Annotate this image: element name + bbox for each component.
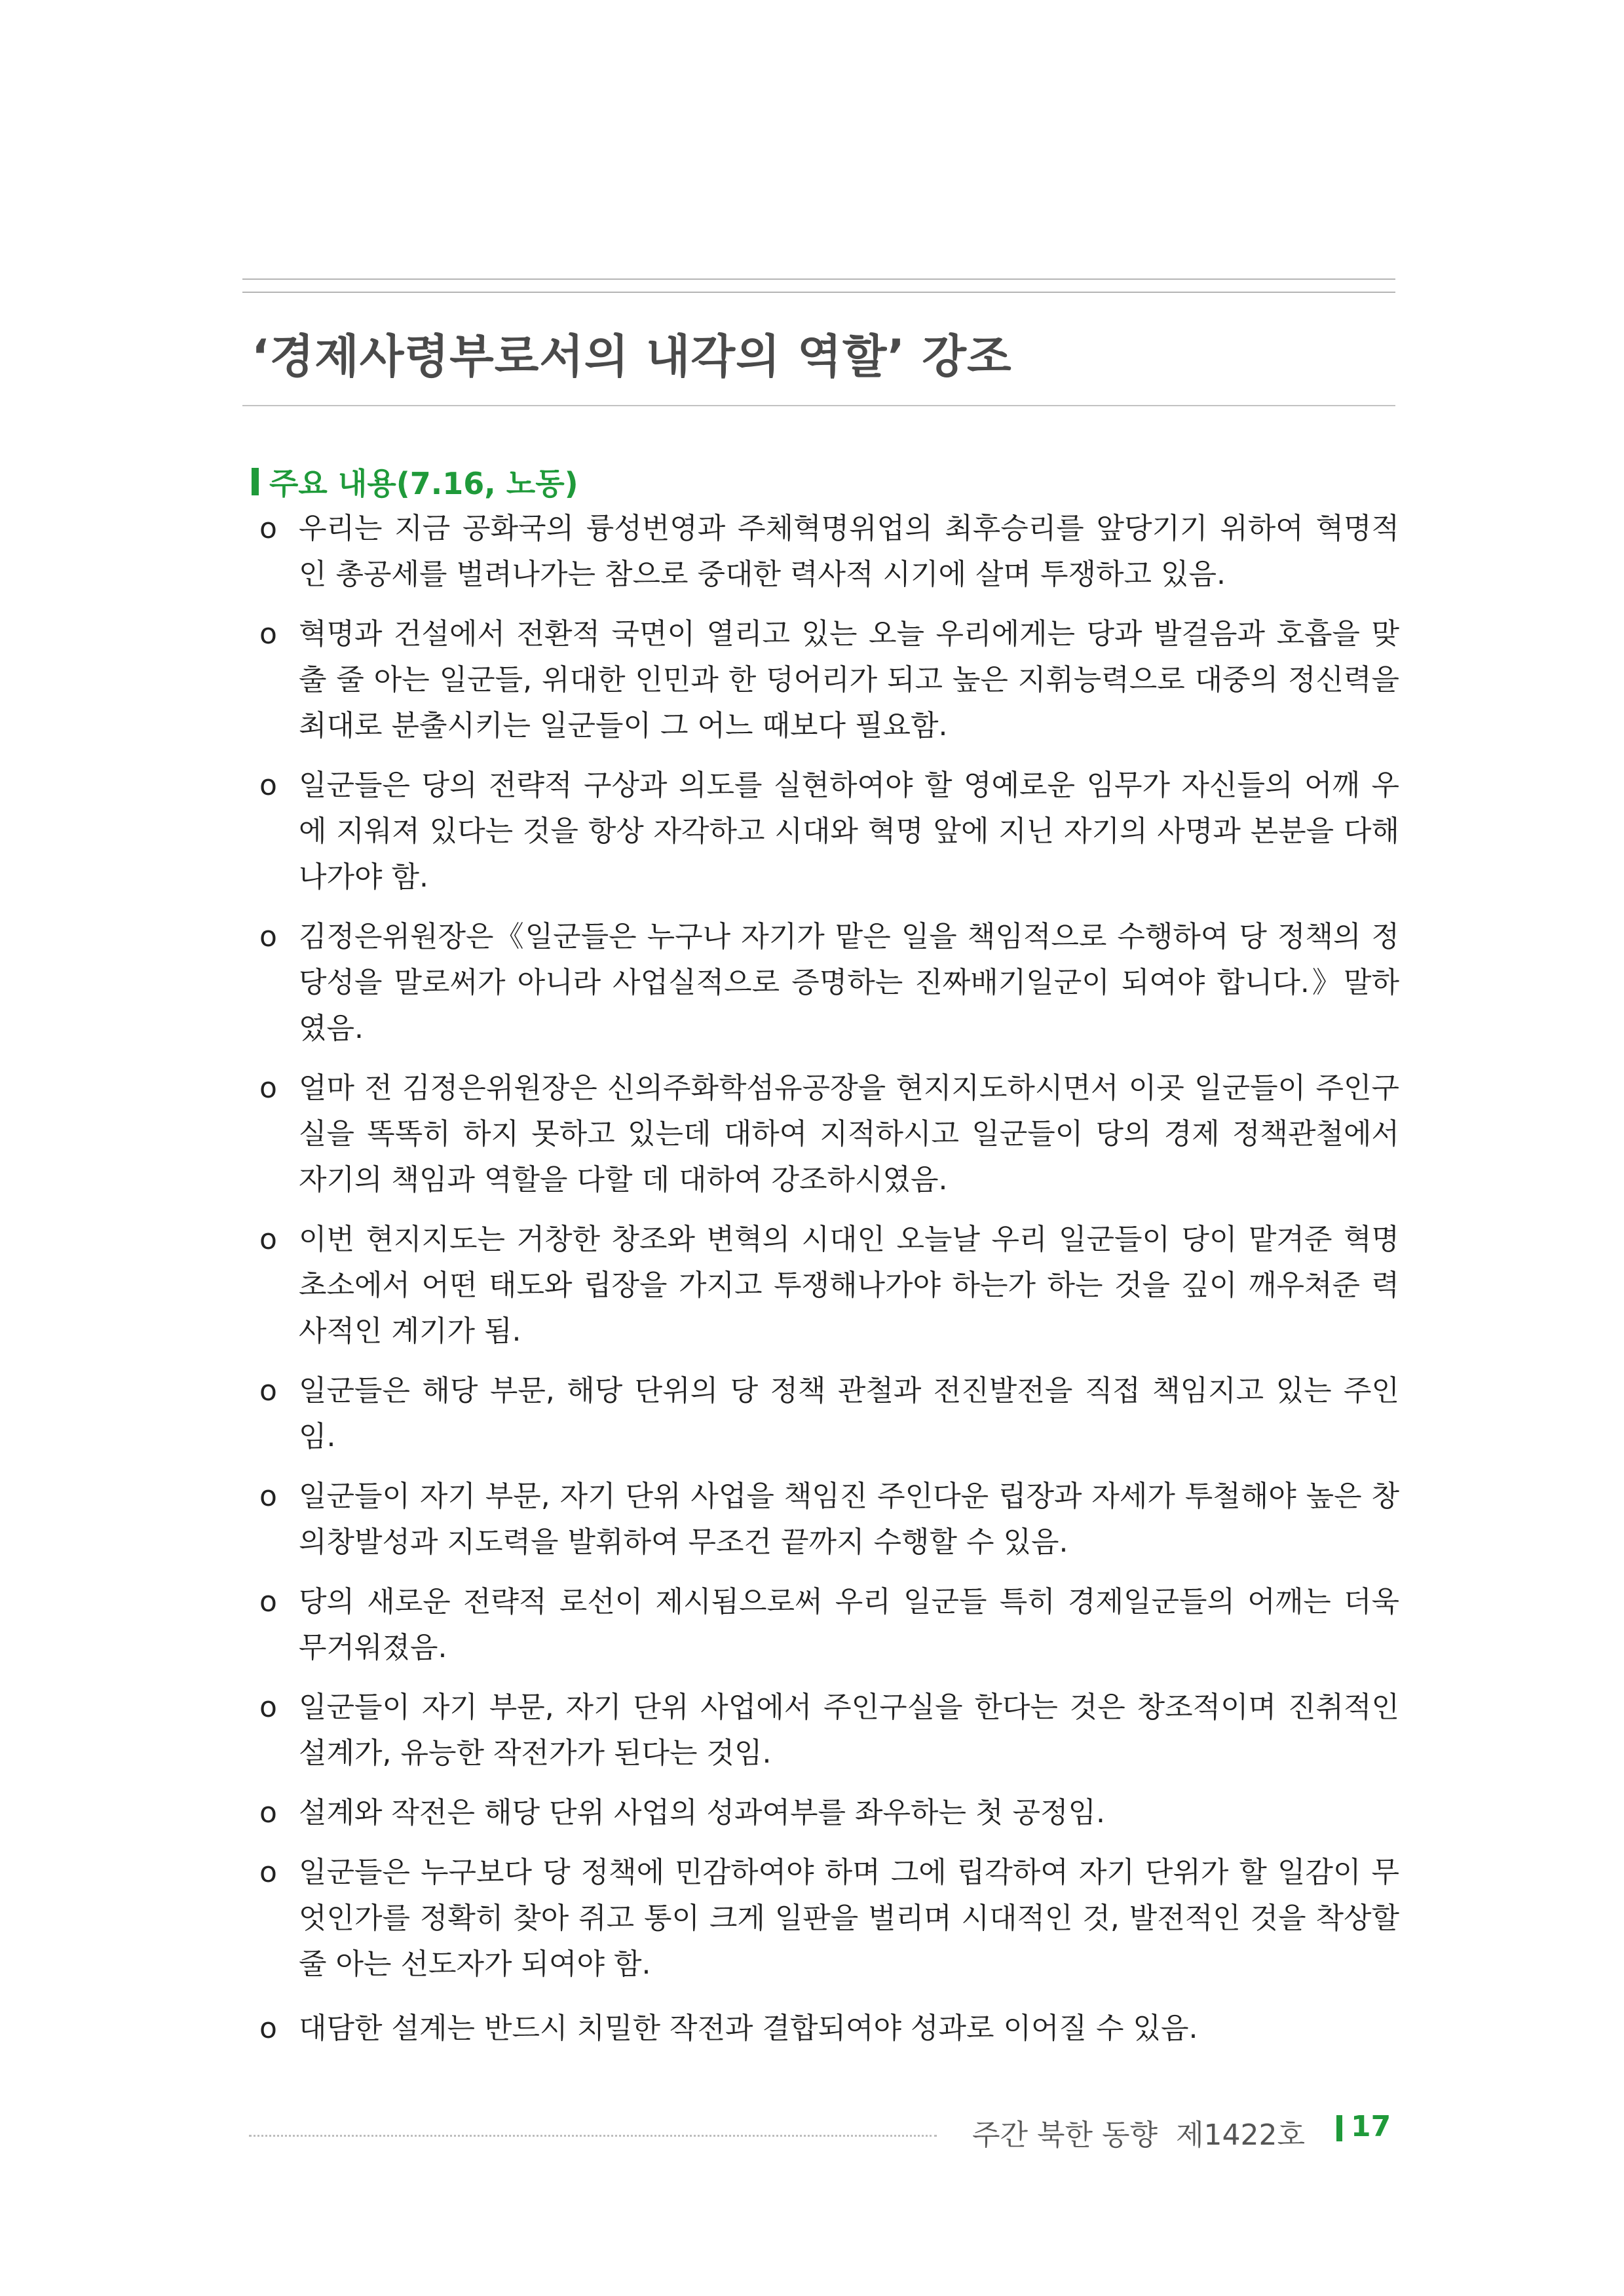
list-item-text: 당의 새로운 전략적 로선이 제시됨으로써 우리 일군들 특히 경제일군들의 어깨는 더욱 무거워졌음. xyxy=(299,1585,1399,1664)
bullet-marker: o xyxy=(259,1691,277,1724)
bullet-marker: o xyxy=(259,1480,277,1513)
list-item-text: 얼마 전 김정은위원장은 신의주화학섬유공장을 현지지도하시면서 이곳 일군들이 주인구실을 똑똑히 하지 못하고 있는데 대하여 지적하시고 일군들이 당의 경제 정책관철에서 자기의 책임과 역할을 다할 데 대하여 강조하시였음. xyxy=(299,1071,1399,1196)
list-item xyxy=(259,914,1399,1052)
bullet-marker: o xyxy=(259,1796,277,1829)
bullet-marker: o xyxy=(259,512,277,545)
list-item xyxy=(259,1474,1399,1565)
list-item xyxy=(259,1065,1399,1203)
list-item xyxy=(259,506,1399,598)
bullet-marker: o xyxy=(259,1585,277,1618)
list-item-text: 설계와 작전은 해당 단위 사업의 성과여부를 좌우하는 첫 공정임. xyxy=(299,1796,1105,1829)
list-item-text: 김정은위원장은《일군들은 누구나 자기가 맡은 일을 책임적으로 수행하여 당 정책의 정당성을 말로써가 아니라 사업실적으로 증명하는 진짜배기일군이 되여야 합니다.》말하였음. xyxy=(299,920,1399,1045)
bullet-marker: o xyxy=(259,1071,277,1105)
list-item xyxy=(259,1579,1399,1671)
list-item xyxy=(259,763,1399,900)
footer-dotted-rule xyxy=(249,2135,937,2137)
bullet-marker: o xyxy=(259,1856,277,1889)
bullet-marker: o xyxy=(259,2012,277,2045)
list-item xyxy=(259,1850,1399,1987)
bullet-marker: o xyxy=(259,617,277,651)
list-item-text: 일군들은 해당 부문, 해당 단위의 당 정책 관철과 전진발전을 직접 책임지고 있는 주인임. xyxy=(299,1374,1399,1453)
footer-publication: 주간 북한 동향 제1422호 xyxy=(972,2118,1305,2152)
page-number: 17 xyxy=(1351,2110,1391,2143)
list-item xyxy=(259,1368,1399,1460)
title-underline-rule xyxy=(242,405,1395,406)
section-marker-bar xyxy=(252,468,259,495)
list-item-text: 혁명과 건설에서 전환적 국면이 열리고 있는 오늘 우리에게는 당과 발걸음과 호흡을 맞출 줄 아는 일군들, 위대한 인민과 한 덩어리가 되고 높은 지휘능력으로 대중의 정신력을 최대로 분출시키는 일군들이 그 어느 때보다 필요함. xyxy=(299,617,1399,742)
list-item-text: 일군들이 자기 부문, 자기 단위 사업을 책임진 주인다운 립장과 자세가 투철해야 높은 창의창발성과 지도력을 발휘하여 무조건 끝까지 수행할 수 있음. xyxy=(299,1480,1399,1559)
page-title: ‘경제사령부로서의 내각의 역할’ 강조 xyxy=(252,330,1012,383)
bullet-marker: o xyxy=(259,769,277,802)
list-item-text: 일군들은 당의 전략적 구상과 의도를 실현하여야 할 영예로운 임무가 자신들의 어깨 우에 지워져 있다는 것을 항상 자각하고 시대와 혁명 앞에 지닌 자기의 사명과 본분을 다해나가야 함. xyxy=(299,769,1399,894)
bullet-marker: o xyxy=(259,1374,277,1407)
list-item-text: 일군들이 자기 부문, 자기 단위 사업에서 주인구실을 한다는 것은 창조적이며 진취적인 설계가, 유능한 작전가가 된다는 것임. xyxy=(299,1691,1399,1770)
footer-marker-bar xyxy=(1336,2115,1342,2141)
bullet-list xyxy=(259,506,1399,2065)
list-item xyxy=(259,611,1399,749)
list-item-text: 우리는 지금 공화국의 륭성번영과 주체혁명위업의 최후승리를 앞당기기 위하여 혁명적인 총공세를 벌려나가는 참으로 중대한 력사적 시기에 살며 투쟁하고 있음. xyxy=(299,512,1399,591)
list-item-text: 이번 현지지도는 거창한 창조와 변혁의 시대인 오늘날 우리 일군들이 당이 맡겨준 혁명초소에서 어떤 태도와 립장을 가지고 투쟁해나가야 하는가 하는 것을 깊이 깨우쳐준 력사적인 계기가 됨. xyxy=(299,1223,1399,1348)
section-heading-text: 주요 내용(7.16, 노동) xyxy=(269,466,578,501)
top-rule-outer xyxy=(242,278,1395,280)
list-item xyxy=(259,1685,1399,1776)
list-item xyxy=(259,2006,1399,2052)
list-item xyxy=(259,1217,1399,1354)
top-rule-inner xyxy=(242,292,1395,293)
list-item xyxy=(259,1790,1399,1836)
bullet-marker: o xyxy=(259,920,277,953)
list-item-text: 대담한 설계는 반드시 치밀한 작전과 결합되여야 성과로 이어질 수 있음. xyxy=(299,2012,1198,2045)
list-item-text: 일군들은 누구보다 당 정책에 민감하여야 하며 그에 립각하여 자기 단위가 할 일감이 무엇인가를 정확히 찾아 쥐고 통이 크게 일판을 벌리며 시대적인 것, 발전적인 것을 착상할 줄 아는 선도자가 되여야 함. xyxy=(299,1856,1399,1981)
bullet-marker: o xyxy=(259,1223,277,1256)
section-heading xyxy=(252,462,578,501)
